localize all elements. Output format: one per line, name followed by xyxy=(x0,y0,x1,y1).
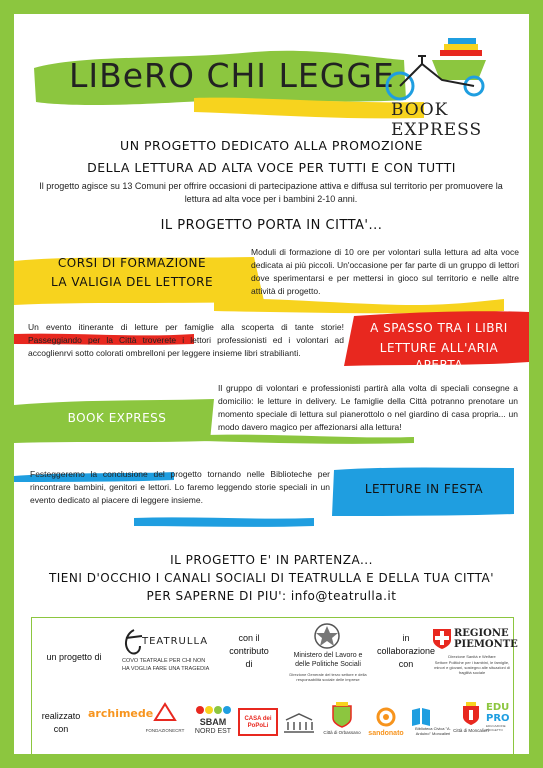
section2-label-line2: LETTURE ALL'ARIA APERTA xyxy=(379,341,499,372)
section3-text: Il gruppo di volontari e professionisti partirà alla volta di speciali consegne a domicilio: le letture in delivery. Le famiglie della Città potranno prenotare un momento speciale di lettura sul pianerottolo o nel giardino di casa propria... un modo davero magico per affezionarsi alla lettura! xyxy=(218,383,518,432)
edu-pro-small: EDUCAZIONE PROGETTO xyxy=(486,724,506,732)
collab-label-2: collaborazione xyxy=(376,646,436,656)
region-small-1: Direzione Sanità e Welfare xyxy=(448,654,496,659)
orbassano-crest-icon xyxy=(332,702,352,728)
intro-subheading: IL PROGETTO PORTA IN CITTA'... xyxy=(160,218,383,233)
section4-text: Festeggeremo la conclusione del progetto tornando nelle Biblioteche per rincontrare bambini, genitori e lettori. Lo faremo leggendo storie speciali in un evento dedicato al piacere di leggere insieme. xyxy=(30,469,330,505)
orbassano-name: Città di Orbassano xyxy=(323,730,361,735)
ministry-line2: delle Politiche Sociali xyxy=(295,661,361,668)
region-line2: PIEMONTE xyxy=(454,639,518,650)
section4-label: LETTURE IN FESTA xyxy=(364,482,484,496)
partners-box xyxy=(31,617,518,754)
library-building-icon xyxy=(282,712,316,734)
archimede-name: archimede xyxy=(88,707,154,720)
sandonato-logo xyxy=(364,704,408,742)
moncalieri-library-logo xyxy=(410,706,456,746)
archimede-logo xyxy=(88,707,154,738)
fondazione-name: FONDAZIONECRT xyxy=(145,728,185,733)
teatrulla-logo xyxy=(118,626,218,682)
teatrulla-name: TEATRULLA xyxy=(142,636,209,647)
piemonte-shield-icon xyxy=(432,628,452,650)
intro-heading-line1: UN PROGETTO DEDICATO ALLA PROMOZIONE xyxy=(120,138,423,153)
casa-popoli-name: CASA dei PoPoLi xyxy=(244,716,272,729)
made-with-label-2: con xyxy=(53,724,69,734)
section1-text: Moduli di formazione di 10 ore per volontari sulla lettura ad alta voce dedicata ai più piccoli. Un'occasione per far parte di un gruppo di lettori dove sperimentarsi e per mettersi in gioco sul territorio e nelle altre attività di progetto. xyxy=(251,247,519,296)
made-with-label-1: realizzato xyxy=(41,711,81,721)
italian-emblem-icon xyxy=(312,622,342,650)
sbam-logo xyxy=(192,704,234,738)
poster-title: LIBeRO CHI LEGGE xyxy=(69,56,395,95)
orbassano-logo xyxy=(322,702,362,746)
cargo-bike-icon xyxy=(382,34,502,104)
intro-heading-line2: DELLA LETTURA AD ALTA VOCE PER TUTTI E CON TUTTI xyxy=(87,160,456,175)
region-line1: REGIONE xyxy=(454,628,509,639)
section2-text: Un evento itinerante di letture per famiglie alla scoperta di tante storie! Passeggiando per la Città troverete i lettori professionisti ed i volontari ad accoglienrvi sotto colorati ombrelloni per leggere insieme libri strabilianti. xyxy=(28,322,344,358)
ministry-small: Direzione Generale del terzo settore e della responsabilità sociale delle imprese xyxy=(289,672,367,682)
region-small-2: Settore Politiche per i bambini, le famiglie, minori e giovani, sostegno alle situazioni di fragilità sociale xyxy=(434,660,510,675)
closing-line2: TIENI D'OCCHIO I CANALI SOCIALI DI TEATRULLA E DELLA TUA CITTA' xyxy=(48,571,495,585)
collab-label-1: in xyxy=(402,633,410,643)
contribution-label-2: contributo xyxy=(229,646,269,656)
project-by-label: un progetto di xyxy=(46,652,102,662)
edu-pro-logo xyxy=(486,702,514,746)
poster-sheet xyxy=(14,14,529,754)
moncalieri-logo xyxy=(453,702,489,742)
closing-line3: PER SAPERNE DI PIU': info@teatrulla.it xyxy=(146,589,397,603)
moncalieri-name: Città di Moncalieri xyxy=(453,728,489,733)
teatrulla-tagline-2: HA VOGLIA FARE UNA TRAGEDIA xyxy=(122,666,210,672)
brand-name: BOOK EXPRESS xyxy=(391,100,483,140)
section1-label-line2: LA VALIGIA DEL LETTORE xyxy=(50,275,214,289)
section3-label: BOOK EXPRESS xyxy=(67,411,167,425)
ministry-logo xyxy=(278,622,378,692)
edu-pro-line2: PRO xyxy=(486,713,510,724)
section2-label-line1: A SPASSO TRA I LIBRI xyxy=(370,321,508,335)
sbam-name: SBAM xyxy=(199,717,227,727)
collab-label-3: con xyxy=(398,659,414,669)
crt-mark-icon xyxy=(153,702,177,726)
casa-popoli-logo xyxy=(238,708,278,736)
sbam-subname: NORD EST xyxy=(194,728,232,735)
intro-text: Il progetto agisce su 13 Comuni per offrire occasioni di partecipazione attiva e diffusa sul territorio per promuovere la lettura ad alta voce per i bambini 2-10 anni. xyxy=(39,181,503,204)
sun-icon xyxy=(373,704,399,728)
closing-line1: IL PROGETTO E' IN PARTENZA... xyxy=(170,553,373,567)
sandonato-name: sandonato xyxy=(368,730,404,737)
teatrulla-tagline-1: COVO TEATRALE PER CHI NON xyxy=(122,658,206,664)
moncalieri-crest-icon xyxy=(462,702,480,726)
moncalieri-library-name: Biblioteca Civica "A. Arduino" Moncalieri xyxy=(415,726,451,736)
book-icon xyxy=(410,706,432,726)
fondazione-crt-logo xyxy=(142,702,188,740)
edu-pro-line1: EDU xyxy=(486,702,510,713)
contribution-label-3: di xyxy=(245,659,253,669)
section1-label-line1: CORSI DI FORMAZIONE xyxy=(57,256,207,270)
ministry-line1: Ministero del Lavoro e xyxy=(293,652,363,659)
regione-piemonte-logo xyxy=(432,626,518,696)
contribution-label-1: con il xyxy=(238,633,260,643)
teatrulla-mark-icon xyxy=(120,628,144,658)
sbam-dots-icon xyxy=(192,704,234,716)
